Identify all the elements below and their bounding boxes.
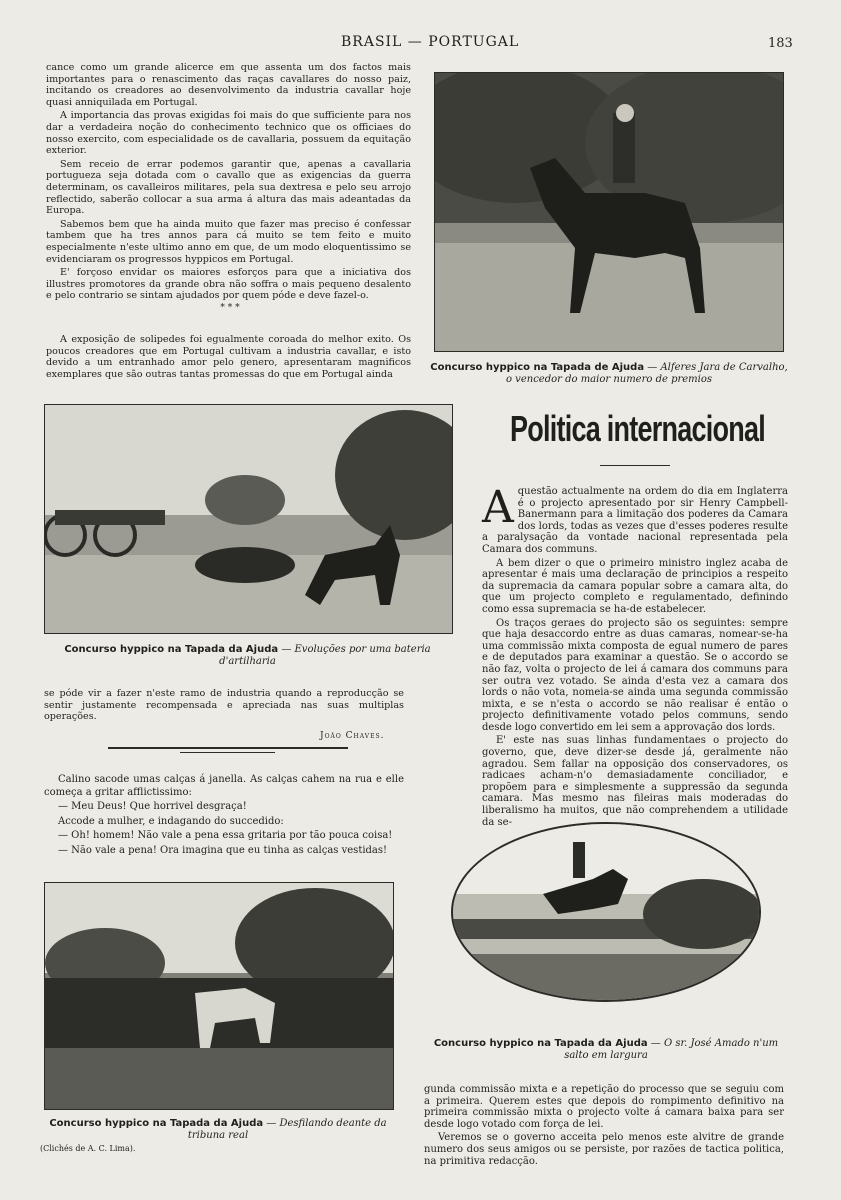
caption-jump: Concurso hyppico na Tapada da Ajuda — O sr. José Amado n'um salto em largura bbox=[433, 1038, 779, 1061]
paragraph: se póde vir a fazer n'este ramo de industria quando a reproducção se sentir justamente recompensada e apreciada nas suas multiplas operações. bbox=[44, 688, 404, 723]
page-number: 183 bbox=[768, 36, 793, 51]
photo-parade bbox=[44, 882, 394, 1110]
paragraph: Veremos se o governo acceita pelo menos este alvitre de grande numero dos seus amigos ou se persiste, por razões de tactica politica, na primitiva redacção. bbox=[424, 1132, 784, 1167]
drop-cap: A bbox=[482, 482, 514, 533]
anecdote-line: Accode a mulher, e indagando do succedido: bbox=[58, 815, 284, 827]
section-separator: * * * bbox=[220, 303, 240, 313]
anecdote-line: — Meu Deus! Que horrivel desgraça! bbox=[58, 801, 247, 813]
divider-rule-short bbox=[180, 752, 275, 753]
paragraph: gunda commissão mixta e a repetição do processo que se seguiu com a primeira. Querem estes que depois do rompimento definitivo na primeira commissão mixta o projecto volte á camara baixa para ser desde logo votado com força de lei. bbox=[424, 1084, 784, 1130]
paragraph: Sabemos bem que ha ainda muito que fazer mas preciso é confessar tambem que ha tres annos para cá muito se tem feito e muito especialmente n'este ultimo anno em que, de um modo eloquentissimo se evidenciaram os progressos hyppicos em Portugal. bbox=[46, 218, 411, 265]
caption-parade: Concurso hyppico na Tapada da Ajuda — Desfilando deante da tribuna real bbox=[49, 1118, 387, 1141]
anecdote-block bbox=[44, 774, 404, 860]
article-body bbox=[482, 482, 788, 830]
anecdote-line: — Não vale a pena! Ora imagina que eu tinha as calças vestidas! bbox=[58, 844, 388, 856]
anecdote-line: Calino sacode umas calças á janella. As calças cahem na rua e elle começa a gritar afflictissimo: bbox=[44, 774, 404, 798]
intro-text-block bbox=[46, 62, 411, 304]
paragraph: E' este nas suas linhas fundamentaes o projecto do governo, que, deve dizer-se desde já, geralmente não agradou. Sem fallar na opposição dos conservadores, os radicaes acham-n'o demasiadamente conciliador, e propõem para e simplesmente a suppressão da segunda camara. Mas mesmo nas fileiras mais moderadas do liberalismo ha muitos, que não comprehendem a utilidade da se- bbox=[482, 735, 788, 828]
article-title: Politica internacional bbox=[509, 408, 766, 449]
caption-rider: Concurso hyppico na Tapada de Ajuda — Alferes Jara de Carvalho, o vencedor do maior numero de premios bbox=[430, 362, 788, 385]
divider-rule bbox=[108, 747, 348, 749]
paragraph: A exposição de solipedes foi egualmente coroada do melhor exito. Os poucos creadores que em Portugal cultivam a industria cavallar, e isto devido a um entranhado amor pelo genero, apresentaram magnificos exemplares que são outras tantas promessas do que em Portugal ainda bbox=[46, 334, 411, 380]
paragraph: E' forçoso envidar os maiores esforços para que a iniciativa dos illustres promotores da grande obra não soffra o mais pequeno desalento e pelo contrario se sintam ajudados por quem póde e deve fazel-o. bbox=[46, 267, 411, 302]
publication-title: BRASIL — PORTUGAL bbox=[341, 34, 520, 50]
continuation-text-block bbox=[44, 688, 404, 725]
caption-artillery: Concurso hyppico na Tapada da Ajuda — Evoluções por uma bateria d'artilharia bbox=[64, 644, 431, 667]
photo-artillery bbox=[44, 404, 453, 634]
anecdote-line: — Oh! homem! Não vale a pena essa gritaria por tão pouca coisa! bbox=[58, 830, 393, 842]
paragraph: Os traços geraes do projecto são os seguintes: sempre que haja desaccordo entre as duas camaras, nomear-se-ha uma commissão mixta composta de egual numero de pares e de deputados para examinar a questão. Se o accordo se não faz, volta o projecto de lei á camara dos communs para ser outra vez votado. Se ainda d'esta vez a camara dos lords o não vota, nomeia-se ainda uma segunda commissão mixta, e se n'esta o accordo se não realisar é então o projecto definitivamente votado pelos communs, sendo desde logo convertido em lei sem a approvação dos lords. bbox=[482, 617, 788, 733]
paragraph: A importancia das provas exigidas foi mais do que sufficiente para nos dar a verdadeira noção do conhecimento technico que os officiaes do nosso exercito, com especialidade os de cavallaria, possuem da equitação exterior. bbox=[46, 110, 411, 157]
paragraph: Sem receio de errar podemos garantir que, apenas a cavallaria portugueza seja dotada com o cavallo que as exigencias da guerra determinam, os cavalleiros militares, pela sua dextresa e pelo seu arrojo reflectido, saberão collocar a sua arma á altura das mais adeantadas da Europa. bbox=[46, 158, 411, 217]
exposition-text-block bbox=[46, 334, 411, 382]
paragraph: cance como um grande alicerce em que assenta um dos factos mais importantes para o renascimento das raças cavallares do nosso paiz, incitando os creadores ao desenvolvimento da industria cavallar hoje quasi anniquilada em Portugal. bbox=[46, 62, 411, 108]
paragraph: A bem dizer o que o primeiro ministro inglez acaba de apresentar é mais uma declaração de principios a respeito da supremacia da camara popular sobre a camara alta, do que um projecto completo e regulamentado, definindo como essa supremacia se ha-de estabelecer. bbox=[482, 557, 788, 615]
article-continuation bbox=[424, 1084, 784, 1169]
signature: João Chaves. bbox=[320, 731, 385, 741]
photo-credit: (Clichés de A. C. Lima). bbox=[40, 1144, 136, 1153]
page-header bbox=[0, 34, 841, 54]
photo-rider bbox=[434, 72, 784, 352]
paragraph: Aquestão actualmente na ordem do dia em Inglaterra é o projecto apresentado por sir Henry Campbell-Banermann para a limitação dos poderes da Camara dos lords, todas as vezes que d'esses poderes resulte a paralysação da vontade nacional representada pela Camara dos communs. bbox=[482, 482, 788, 555]
title-rule bbox=[600, 465, 670, 466]
photo-jump bbox=[451, 822, 761, 1002]
